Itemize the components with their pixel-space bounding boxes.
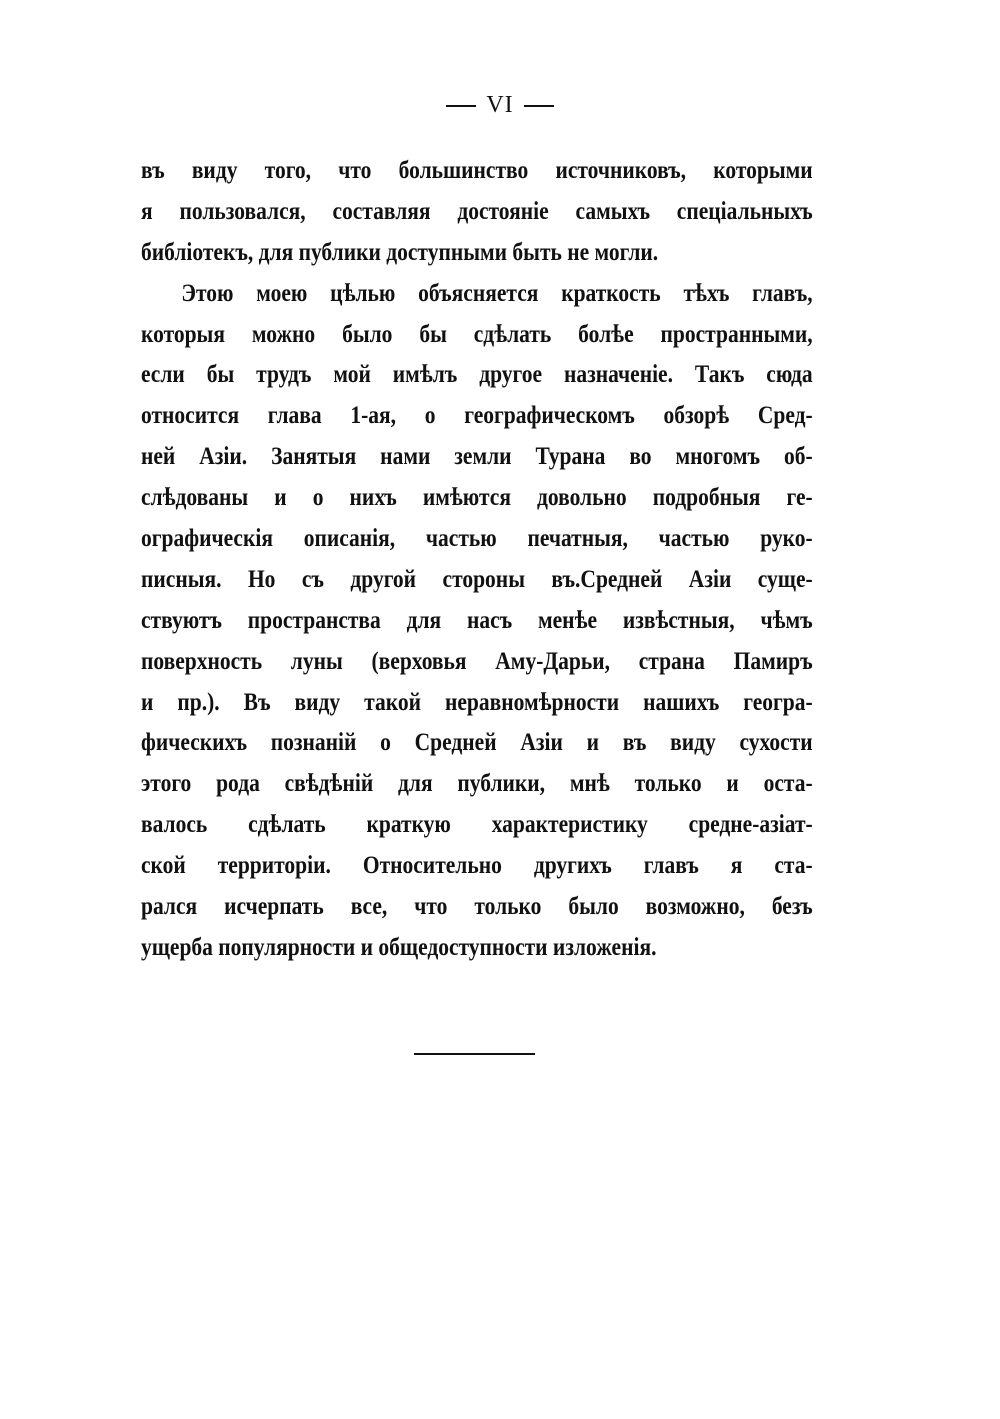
text-line: фическихъ познаній о Средней Азіи и въ виду сухости xyxy=(141,729,813,757)
body-text xyxy=(141,151,813,969)
text-line: относится глава 1-ая, о географическомъ обзорѣ Сред- xyxy=(141,402,813,430)
text-line: поверхность луны (верховья Аму-Дарьи, страна Памиръ xyxy=(141,647,813,675)
text-line: и пр.). Въ виду такой неравномѣрности нашихъ геогра- xyxy=(141,688,813,716)
text-line: этого рода свѣдѣній для публики, мнѣ только и оста- xyxy=(141,770,813,798)
paragraph-2 xyxy=(141,274,813,969)
page-header xyxy=(0,92,1000,119)
text-line: Этою моею цѣлью объясняется краткость тѣхъ главъ, xyxy=(181,279,813,307)
text-line: библіотекъ, для публики доступными быть не могли. xyxy=(141,238,659,266)
text-line: ствуютъ пространства для насъ менѣе извѣстныя, чѣмъ xyxy=(141,606,813,634)
text-line: ней Азіи. Занятыя нами земли Турана во многомъ об- xyxy=(141,443,813,471)
dash-right xyxy=(524,105,554,107)
text-line: ущерба популярности и общедоступности изложенія. xyxy=(141,933,657,961)
text-line: ской территоріи. Относительно другихъ главъ я ста- xyxy=(141,852,813,880)
text-line: ографическія описанія, частью печатныя, частью руко- xyxy=(141,525,813,553)
text-line: которыя можно было бы сдѣлать болѣе пространными, xyxy=(141,320,813,348)
paragraph-1 xyxy=(141,151,813,274)
text-line: слѣдованы и о нихъ имѣются довольно подробныя ге- xyxy=(141,484,813,512)
text-line: если бы трудъ мой имѣлъ другое назначеніе. Такъ сюда xyxy=(141,361,813,389)
text-line: писныя. Но съ другой стороны въ.Средней Азіи суще- xyxy=(141,565,813,593)
page-number: VI xyxy=(486,92,514,118)
text-line: въ виду того, что большинство источниковъ, которыми xyxy=(141,157,813,184)
section-end-rule xyxy=(414,1053,535,1055)
dash-left xyxy=(446,105,476,107)
text-line: валось сдѣлать краткую характеристику средне-азіат- xyxy=(141,811,813,839)
text-line: рался исчерпать все, что только было возможно, безъ xyxy=(141,893,813,921)
text-line: я пользовался, составляя достояніе самыхъ спеціальныхъ xyxy=(141,197,813,225)
